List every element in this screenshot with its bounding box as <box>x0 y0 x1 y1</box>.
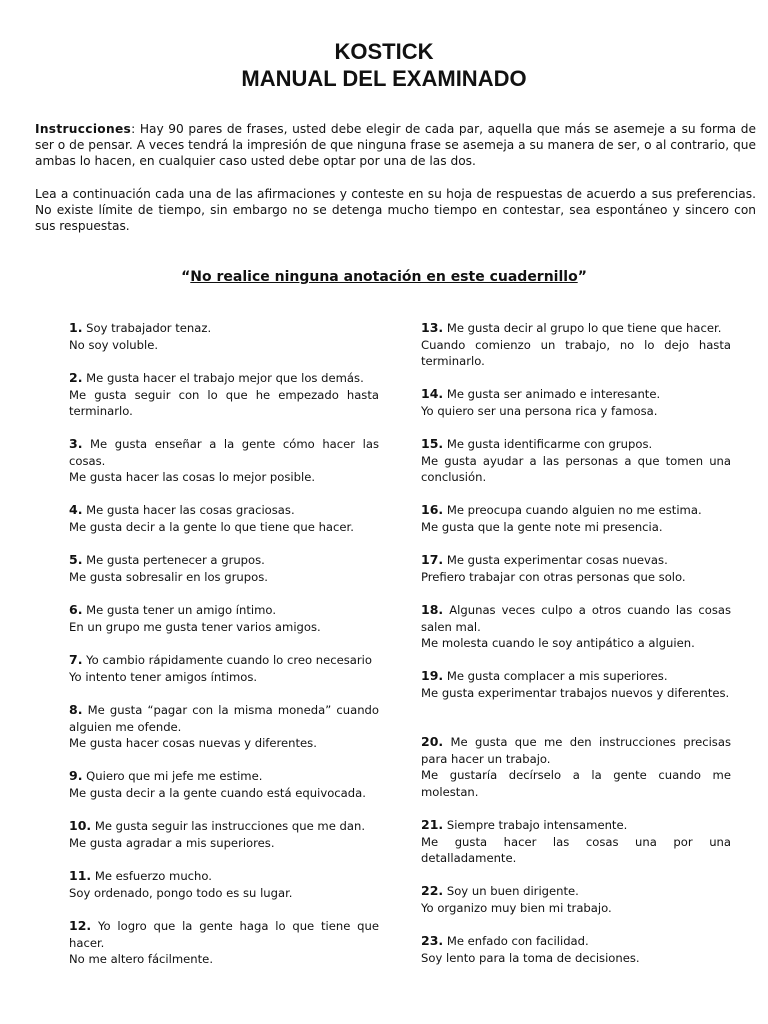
list-item <box>421 436 731 502</box>
item-statement-a: 18. Algunas veces culpo a otros cuando las cosas salen mal. <box>421 602 732 634</box>
item-number: 11. <box>69 868 92 883</box>
item-number: 3. <box>69 436 83 451</box>
item-number: 14. <box>421 386 444 401</box>
item-number: 20. <box>421 734 444 749</box>
item-statement-b: No me altero fácilmente. <box>69 952 213 966</box>
item-statement-b: Yo organizo muy bien mi trabajo. <box>421 900 612 915</box>
list-item <box>69 918 379 968</box>
document-subtitle: MANUAL DEL EXAMINADO <box>241 66 527 91</box>
item-statement-b: Me gusta ayudar a las personas a que tomen una conclusión. <box>421 453 731 484</box>
item-number: 18. <box>421 602 444 617</box>
item-statement-a: 4. Me gusta hacer las cosas graciosas. <box>69 502 295 517</box>
list-item <box>69 868 379 918</box>
list-item <box>421 734 731 817</box>
item-statement-a: 20. Me gusta que me den instrucciones precisas para hacer un trabajo. <box>421 734 731 766</box>
item-statement-a: 6. Me gusta tener un amigo íntimo. <box>69 602 276 617</box>
item-number: 16. <box>421 502 444 517</box>
item-statement-a: 9. Quiero que mi jefe me estime. <box>69 768 263 783</box>
item-statement-a: 22. Soy un buen dirigente. <box>421 883 579 898</box>
item-number: 7. <box>69 652 83 667</box>
item-statement-a: 5. Me gusta pertenecer a grupos. <box>69 552 265 567</box>
item-statement-a: 17. Me gusta experimentar cosas nuevas. <box>421 552 668 567</box>
item-statement-b: Cuando comienzo un trabajo, no lo dejo hasta terminarlo. <box>421 337 731 368</box>
instructions-paragraph <box>35 121 756 169</box>
item-statement-a: 16. Me preocupa cuando alguien no me estima. <box>421 502 702 517</box>
item-statement-a: 11. Me esfuerzo mucho. <box>69 868 212 883</box>
item-statement-b: Me gusta seguir con lo que he empezado hasta terminarlo. <box>69 387 379 418</box>
item-number: 17. <box>421 552 444 567</box>
item-number: 13. <box>421 320 444 335</box>
item-number: 12. <box>69 918 92 933</box>
item-statement-b: Me gusta hacer las cosas una por una detalladamente. <box>421 834 731 865</box>
notice-heading <box>0 268 768 286</box>
list-item <box>421 933 731 983</box>
item-statement-a: 10. Me gusta seguir las instrucciones que me dan. <box>69 818 366 833</box>
item-statement-b: Soy ordenado, pongo todo es su lugar. <box>69 885 293 900</box>
item-number: 15. <box>421 436 444 451</box>
instructions-label: Instrucciones <box>35 122 132 136</box>
list-item <box>69 768 379 818</box>
notice-open-quote: “ <box>181 269 191 285</box>
item-statement-b: Me gusta decir a la gente cuando está equivocada. <box>69 785 366 800</box>
item-statement-b: Me gustaría decírselo a la gente cuando me molestan. <box>421 768 731 799</box>
item-statement-b: Yo intento tener amigos íntimos. <box>69 669 258 684</box>
item-number: 22. <box>421 883 444 898</box>
item-number: 10. <box>69 818 92 833</box>
instructions-separator: : <box>131 122 140 136</box>
item-statement-a: 19. Me gusta complacer a mis superiores. <box>421 668 668 683</box>
list-item <box>69 502 379 552</box>
instructions-text: Hay 90 pares de frases, usted debe elegir de cada par, aquella que más se asemeje a su forma de ser o de pensar. A veces tendrá la impresión de que ninguna frase se asemeja a su manera de ser, o al contrario, que ambas lo hacen, en cualquier caso usted debe optar por una de las dos. <box>35 122 756 168</box>
item-statement-a: 7. Yo cambio rápidamente cuando lo creo necesario <box>69 652 372 667</box>
item-number: 9. <box>69 768 83 783</box>
item-statement-a: 13. Me gusta decir al grupo lo que tiene que hacer. <box>421 320 722 335</box>
item-statement-b: Me gusta hacer las cosas lo mejor posible. <box>69 470 316 484</box>
item-statement-b: Me gusta sobresalir en los grupos. <box>69 569 268 584</box>
list-item <box>69 436 379 502</box>
item-statement-b: Me gusta que la gente note mi presencia. <box>421 519 663 534</box>
item-statement-a: 15. Me gusta identificarme con grupos. <box>421 436 653 451</box>
item-number: 5. <box>69 552 83 567</box>
item-statement-a: 12. Yo logro que la gente haga lo que tiene que hacer. <box>69 918 379 950</box>
item-number: 2. <box>69 370 83 385</box>
notice-text: No realice ninguna anotación en este cuadernillo <box>190 269 578 285</box>
list-item <box>69 818 379 868</box>
item-number: 1. <box>69 320 83 335</box>
list-item <box>69 552 379 602</box>
item-statement-b: Me molesta cuando le soy antipático a alguien. <box>421 636 695 650</box>
item-statement-a: 14. Me gusta ser animado e interesante. <box>421 386 661 401</box>
guidance-paragraph: Lea a continuación cada una de las afirmaciones y conteste en su hoja de respuestas de acuerdo a sus preferencias. No existe límite de tiempo, sin embargo no se detenga mucho tiempo en contestar, sea espontáneo y sincero con sus respuestas. <box>35 187 756 233</box>
list-item <box>421 320 731 386</box>
item-statement-b: Me gusta hacer cosas nuevas y diferentes. <box>69 736 317 750</box>
item-number: 8. <box>69 702 83 717</box>
item-statement-b: En un grupo me gusta tener varios amigos. <box>69 619 321 634</box>
item-number: 4. <box>69 502 83 517</box>
items-column-right <box>421 320 731 983</box>
list-item <box>421 502 731 552</box>
item-statement-b: Soy lento para la toma de decisiones. <box>421 950 640 965</box>
item-number: 19. <box>421 668 444 683</box>
item-statement-a: 23. Me enfado con facilidad. <box>421 933 589 948</box>
notice-close-quote: ” <box>577 269 587 285</box>
item-statement-b: No soy voluble. <box>69 337 159 352</box>
list-item <box>421 883 731 933</box>
list-item <box>421 602 731 668</box>
list-item <box>69 320 379 370</box>
item-statement-b: Prefiero trabajar con otras personas que solo. <box>421 569 686 584</box>
item-statement-a: 21. Siempre trabajo intensamente. <box>421 817 628 832</box>
item-statement-a: 8. Me gusta “pagar con la misma moneda” cuando alguien me ofende. <box>69 702 379 734</box>
item-number: 21. <box>421 817 444 832</box>
items-column-left <box>69 320 379 968</box>
list-item <box>69 602 379 652</box>
item-statement-a: 2. Me gusta hacer el trabajo mejor que los demás. <box>69 370 364 385</box>
list-item <box>69 652 379 702</box>
item-statement-b: Me gusta decir a la gente lo que tiene que hacer. <box>69 519 354 534</box>
list-item <box>421 668 731 734</box>
item-statement-b: Me gusta experimentar trabajos nuevos y diferentes. <box>421 685 730 700</box>
list-item <box>69 702 379 768</box>
item-statement-a: 1. Soy trabajador tenaz. <box>69 320 212 335</box>
item-statement-a: 3. Me gusta enseñar a la gente cómo hacer las cosas. <box>69 436 379 468</box>
list-item <box>421 386 731 436</box>
item-number: 23. <box>421 933 444 948</box>
list-item <box>421 817 731 883</box>
item-statement-b: Yo quiero ser una persona rica y famosa. <box>421 403 658 418</box>
item-statement-b: Me gusta agradar a mis superiores. <box>69 835 275 850</box>
list-item <box>69 370 379 436</box>
list-item <box>421 552 731 602</box>
document-title: KOSTICK <box>334 39 434 64</box>
item-number: 6. <box>69 602 83 617</box>
